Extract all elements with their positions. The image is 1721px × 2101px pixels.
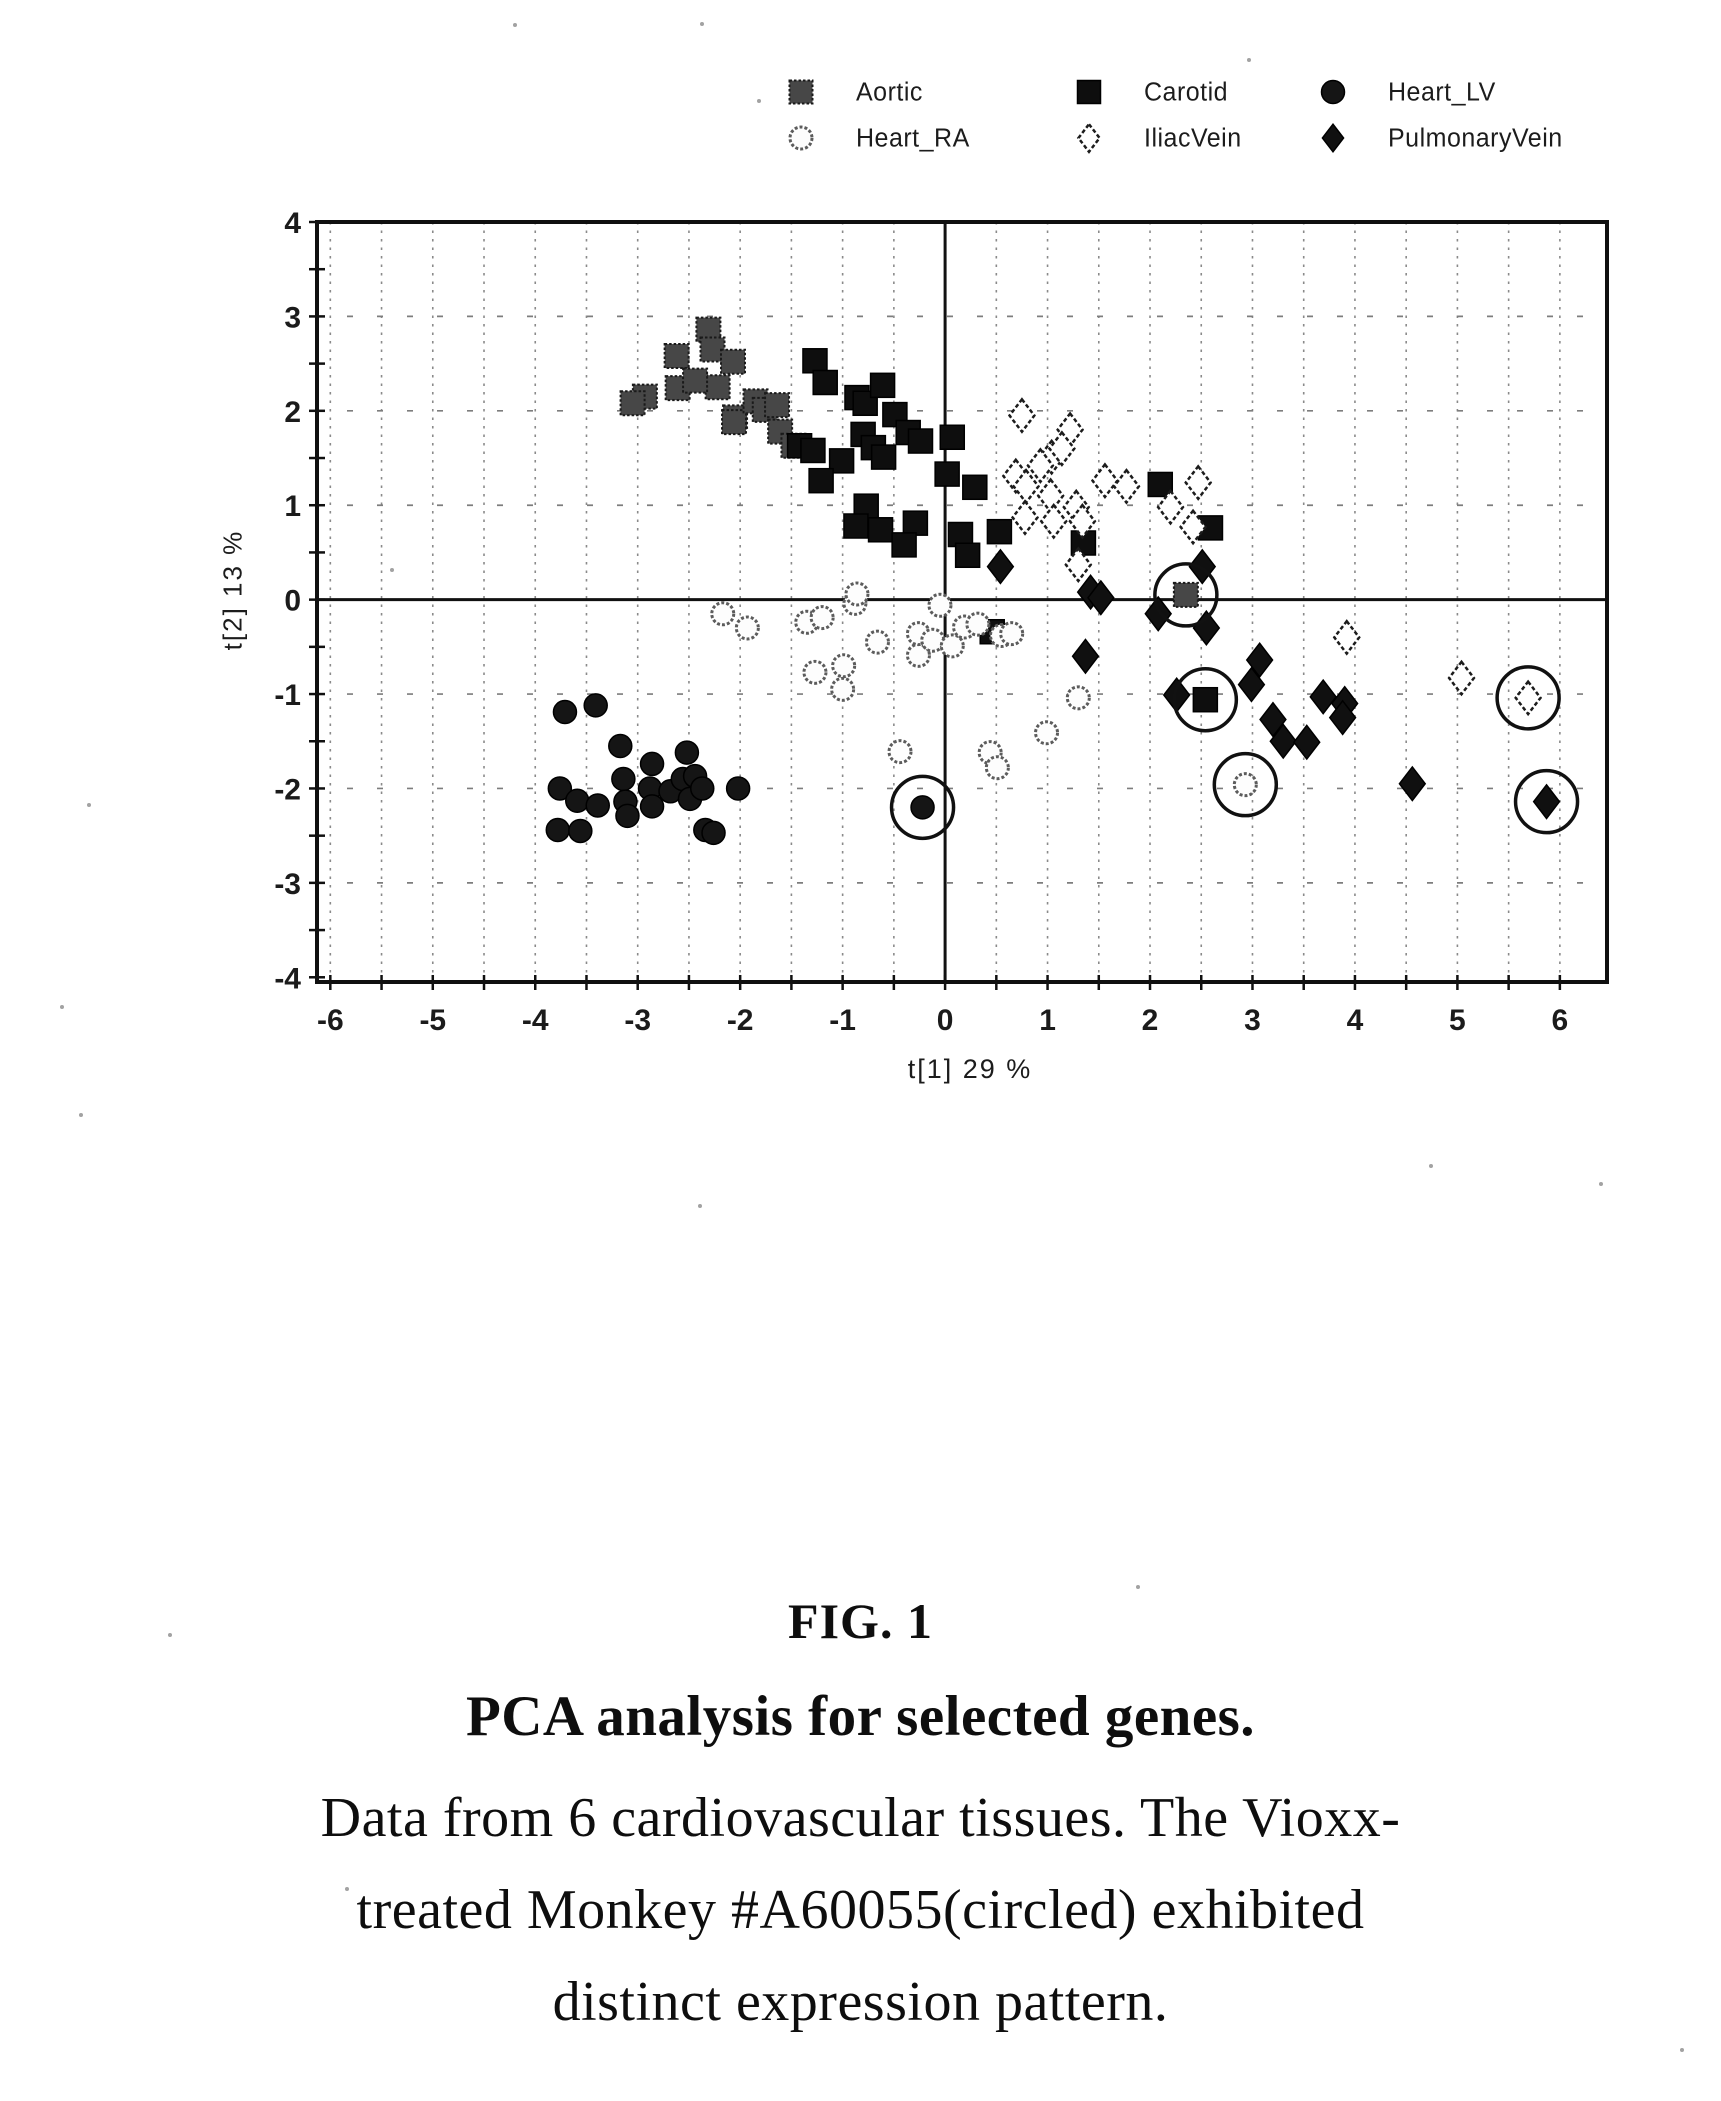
iliacvein-point xyxy=(1041,505,1066,537)
scan-speck xyxy=(60,1005,64,1009)
x-tick-labels xyxy=(317,1004,1568,1037)
heart_ra-point xyxy=(712,603,734,625)
scan-speck xyxy=(698,1204,702,1208)
aortic-point xyxy=(706,375,730,399)
heart_lv-point xyxy=(546,819,569,842)
y-axis-title: t[2] 13 % xyxy=(217,529,248,651)
scan-speck xyxy=(757,99,761,103)
y-tick-label: 3 xyxy=(284,301,301,335)
heart_ra-point xyxy=(811,607,833,629)
pulmonaryvein-point xyxy=(988,550,1014,584)
caption-line-1: Data from 6 cardiovascular tissues. The Vioxx- xyxy=(320,1787,1401,1849)
scan-speck xyxy=(1136,1585,1140,1589)
carotid-point xyxy=(813,370,837,394)
carotid-point xyxy=(844,514,868,538)
zero-axis-lines xyxy=(317,222,1607,982)
legend-label-pulmonaryvein: PulmonaryVein xyxy=(1388,122,1563,153)
y-tick-label: 2 xyxy=(284,395,301,429)
scan-speck xyxy=(700,22,704,26)
scan-speck xyxy=(1429,1164,1433,1168)
x-tick-label: 6 xyxy=(1551,1004,1569,1037)
iliacvein-point xyxy=(1516,682,1541,714)
heart_lv-point xyxy=(691,777,714,800)
carotid-point xyxy=(809,469,833,493)
pulmonaryvein-point xyxy=(1310,680,1336,714)
carotid-point xyxy=(903,511,927,535)
caption-line-3: distinct expression pattern. xyxy=(552,1970,1169,2033)
aortic-point xyxy=(721,350,745,374)
heart_ra-point xyxy=(846,583,868,605)
aortic-point xyxy=(683,369,707,393)
y-tick-label: 1 xyxy=(284,490,301,524)
heart_lv-point xyxy=(616,804,639,827)
y-tick-label: 4 xyxy=(284,207,301,240)
y-tick-labels xyxy=(274,207,301,995)
x-tick-label: -4 xyxy=(521,1004,549,1037)
heart_ra-point xyxy=(929,594,951,616)
heart_ra-point xyxy=(1036,722,1058,744)
heart_ra-point xyxy=(833,655,855,677)
heart_lv-point xyxy=(911,796,934,819)
heart_lv-point xyxy=(641,795,664,818)
figure-caption xyxy=(0,1592,1721,2048)
heart_ra-point xyxy=(866,631,888,653)
aortic-point xyxy=(1174,583,1198,607)
x-axis-title: t[1] 29 % xyxy=(907,1054,1033,1084)
heart_lv-point xyxy=(612,768,635,791)
carotid-point xyxy=(987,520,1011,544)
carotid-point xyxy=(869,518,893,542)
scan-speck xyxy=(513,23,517,27)
legend-label-heart_ra: Heart_RA xyxy=(856,122,970,153)
iliacvein-point xyxy=(1449,662,1474,694)
x-tick-label: -2 xyxy=(726,1004,754,1037)
heart_ra-point xyxy=(1001,623,1023,645)
legend-label-carotid: Carotid xyxy=(1144,76,1229,107)
caption-line-2: treated Monkey #A60055(circled) exhibited xyxy=(356,1878,1365,1941)
heart_ra-point xyxy=(832,678,854,700)
carotid-point xyxy=(871,373,895,397)
heart_ra-point xyxy=(986,757,1008,779)
plot-border xyxy=(317,222,1607,982)
aortic-point xyxy=(665,344,689,368)
heart_lv-point xyxy=(584,694,607,717)
x-tick-label: 5 xyxy=(1449,1004,1466,1037)
scan-speck xyxy=(1247,58,1251,62)
pulmonaryvein-point xyxy=(1294,725,1320,759)
x-tick-label: 1 xyxy=(1039,1004,1056,1037)
pulmonaryvein-point xyxy=(1073,639,1099,673)
legend-label-heart_lv: Heart_LV xyxy=(1388,76,1496,107)
carotid-point xyxy=(801,438,825,462)
gridlines xyxy=(317,222,1607,982)
pulmonaryvein-point xyxy=(1145,597,1171,631)
iliacvein-point xyxy=(1013,501,1038,533)
caption-title: PCA analysis for selected genes. xyxy=(465,1685,1256,1748)
x-tick-label: 2 xyxy=(1141,1004,1159,1037)
legend-label-aortic: Aortic xyxy=(856,76,923,107)
x-tick-label: -3 xyxy=(624,1004,652,1037)
x-tick-label: -6 xyxy=(316,1004,344,1037)
iliacvein-point xyxy=(1010,399,1035,431)
legend-label-iliacvein: IliacVein xyxy=(1144,122,1242,153)
aortic-point xyxy=(621,391,645,415)
iliacvein-point xyxy=(1114,470,1139,502)
carotid-point xyxy=(872,445,896,469)
heart_lv-point xyxy=(553,700,576,723)
aortic-point xyxy=(722,410,746,434)
heart_lv-point xyxy=(609,734,632,757)
series-pulmonaryvein xyxy=(988,550,1560,819)
heart_ra-point xyxy=(736,617,758,639)
heart_ra-point xyxy=(1067,687,1089,709)
scan-speck xyxy=(79,1113,83,1117)
heart_lv-point xyxy=(586,794,609,817)
iliacvein-point xyxy=(1186,466,1211,498)
x-tick-label: 0 xyxy=(936,1004,954,1037)
heart_lv-point xyxy=(702,821,725,844)
scan-speck xyxy=(1599,1182,1603,1186)
x-tick-label: 4 xyxy=(1346,1004,1364,1037)
y-tick-label: -1 xyxy=(274,679,301,713)
x-tick-label: -5 xyxy=(419,1004,447,1037)
figure-number: FIG. 1 xyxy=(788,1593,933,1649)
scan-speck xyxy=(390,568,394,572)
iliacvein-point xyxy=(1093,464,1118,496)
heart_lv-point xyxy=(569,819,592,842)
carotid-point xyxy=(956,543,980,567)
heart_ra-point xyxy=(967,613,989,635)
heart_ra-point xyxy=(889,741,911,763)
highlight-circles xyxy=(892,564,1578,838)
scan-speck xyxy=(345,1887,349,1891)
carotid-point xyxy=(935,462,959,486)
scan-speck xyxy=(87,803,91,807)
heart_lv-point xyxy=(566,789,589,812)
y-tick-label: -4 xyxy=(274,962,301,996)
y-tick-label: -3 xyxy=(274,867,301,901)
carotid-point xyxy=(963,475,987,499)
heart_ra-point xyxy=(804,661,826,683)
carotid-point xyxy=(803,349,827,373)
carotid-point xyxy=(892,533,916,557)
x-tick-label: -1 xyxy=(829,1004,856,1037)
heart_ra-point xyxy=(1234,774,1256,796)
scan-speck xyxy=(168,1633,172,1637)
aortic-point xyxy=(765,393,789,417)
heart_lv-point xyxy=(641,752,664,775)
pulmonaryvein-point xyxy=(1534,785,1560,819)
pulmonaryvein-point xyxy=(1399,767,1425,801)
scan-speck xyxy=(1680,2048,1684,2052)
x-tick-label: 3 xyxy=(1244,1004,1261,1037)
heart_lv-point xyxy=(727,777,750,800)
carotid-point xyxy=(909,429,933,453)
carotid-point xyxy=(1193,688,1217,712)
carotid-point xyxy=(940,425,964,449)
y-tick-label: 0 xyxy=(284,584,301,618)
heart_lv-point xyxy=(675,741,698,764)
y-tick-label: -2 xyxy=(274,773,301,807)
series-aortic xyxy=(621,318,1198,607)
